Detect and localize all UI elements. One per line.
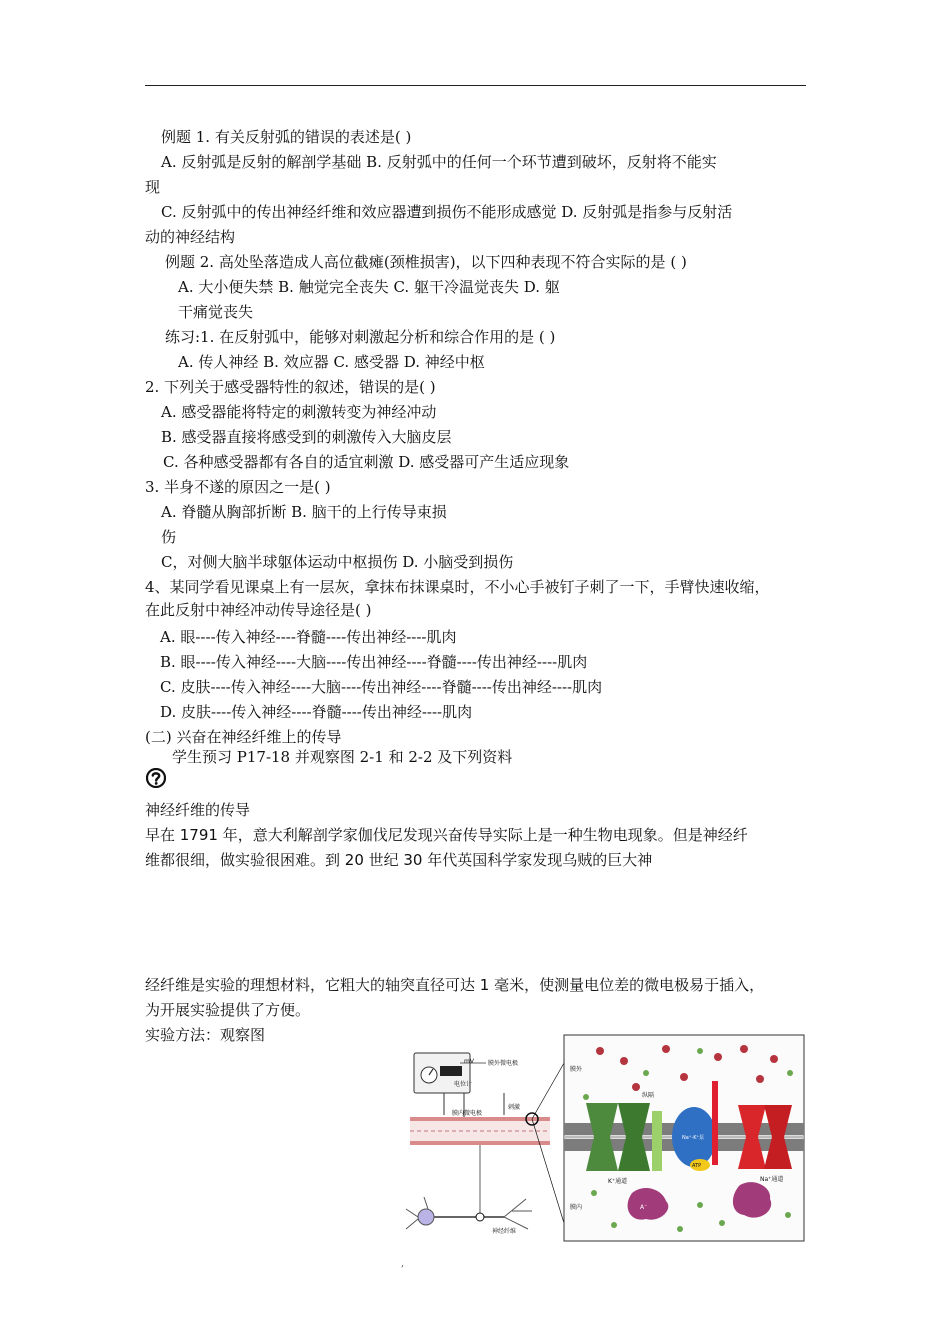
page-mark: , — [401, 1258, 405, 1269]
practice-4-question-cont: 在此反射中神经冲动传导途径是( ) — [145, 601, 372, 619]
header-rule — [145, 85, 806, 86]
practice-3-question: 3. 半身不遂的原因之一是( ) — [145, 478, 331, 496]
preview-instruction: 学生预习 P17-18 并观察图 2-1 和 2-2 及下列资料 — [172, 748, 513, 766]
atp-label: ATP — [692, 1163, 702, 1169]
membrane-panel — [564, 1035, 804, 1241]
meter-unit-label: mV — [464, 1058, 474, 1065]
practice-1-options: A. 传人神经 B. 效应器 C. 感受器 D. 神经中枢 — [178, 353, 485, 371]
practice-3-options-ab-cont: 伤 — [161, 528, 177, 546]
nerve-fiber-title: 神经纤维的传导 — [145, 801, 251, 819]
example-1-question: 例题 1. 有关反射弧的错误的表述是( ) — [161, 128, 412, 146]
practice-2-question: 2. 下列关于感受器特性的叙述，错误的是( ) — [145, 378, 436, 396]
anion-label: A⁻ — [640, 1204, 648, 1211]
example-1-options-ab: A. 反射弧是反射的解剖学基础 B. 反射弧中的任何一个环节遭到破坏，反射将不能实 — [161, 153, 717, 171]
example-2-options-cont: 干痛觉丧失 — [178, 303, 254, 321]
example-1-options-cd-cont: 动的神经结构 — [145, 228, 236, 246]
leak-label: 纵隔 — [642, 1092, 655, 1099]
example-2-question: 例题 2. 高处坠落造成人高位截瘫(颈椎损害)，以下四种表现不符合实际的是 ( ) — [165, 253, 687, 271]
experiment-method: 实验方法：观察图 — [145, 1026, 266, 1044]
stimulus-label: 刺激 — [508, 1104, 521, 1111]
practice-2-option-a: A. 感受器能将特定的刺激转变为神经冲动 — [161, 403, 437, 421]
practice-2-option-b: B. 感受器直接将感受到的刺激传入大脑皮层 — [161, 428, 452, 446]
na-channel-label: Na⁺通道 — [760, 1176, 784, 1183]
k-channel-label: K⁺通道 — [608, 1178, 628, 1185]
question-mark-icon — [146, 768, 166, 788]
meter-label: 电位计 — [454, 1081, 473, 1088]
practice-3-options-ab: A. 脊髓从胸部折断 B. 脑干的上行传导束损 — [161, 503, 447, 521]
nerve-fiber-paragraph-1: 早在 1791 年，意大利解剖学家伽伐尼发现兴奋传导实际上是一种生物电现象。但是神经纤 — [145, 826, 748, 844]
example-2-options: A. 大小便失禁 B. 触觉完全丧失 C. 躯干冷温觉丧失 D. 躯 — [178, 278, 560, 296]
practice-4-option-c: C. 皮肤----传入神经----大脑----传出神经----脊髓----传出神经----肌肉 — [160, 678, 603, 696]
outside-label: 膜外 — [570, 1066, 583, 1073]
pump-label: Na⁺-K⁺泵 — [682, 1135, 705, 1141]
example-1-options-ab-cont: 现 — [145, 178, 161, 196]
practice-4-question: 4、某同学看见课桌上有一层灰，拿抹布抹课桌时，不小心手被钉子刺了一下，手臂快速收缩， — [145, 578, 770, 596]
practice-4-option-a: A. 眼----传入神经----脊髓----传出神经----肌肉 — [160, 628, 457, 646]
practice-2-options-cd: C. 各种感受器都有各自的适宜刺激 D. 感受器可产生适应现象 — [163, 453, 570, 471]
practice-4-option-d: D. 皮肤----传入神经----脊髓----传出神经----肌肉 — [160, 703, 473, 721]
apparatus-panel — [406, 1053, 564, 1235]
practice-3-options-cd: C，对侧大脑半球躯体运动中枢损伤 D. 小脑受到损伤 — [161, 553, 514, 571]
outer-electrode-label: 膜外微电极 — [488, 1060, 519, 1067]
practice-4-option-b: B. 眼----传入神经----大脑----传出神经----脊髓----传出神经----肌肉 — [160, 653, 588, 671]
practice-1-question: 练习:1. 在反射弧中，能够对刺激起分析和综合作用的是 ( ) — [165, 328, 556, 346]
nerve-fiber-paragraph-2: 维都很细，做实验很困难。到 20 世纪 30 年代英国科学家发现乌贼的巨大神 — [145, 851, 653, 869]
inner-electrode-label: 膜内微电极 — [452, 1110, 483, 1117]
nerve-fiber-paragraph-3: 经纤维是实验的理想材料，它粗大的轴突直径可达 1 毫米，使测量电位差的微电极易于插入， — [145, 976, 765, 994]
inside-label: 膜内 — [570, 1204, 583, 1211]
section-heading: (二) 兴奋在神经纤维上的传导 — [145, 728, 342, 746]
nerve-fiber-label: 神经纤维 — [492, 1228, 517, 1235]
nerve-fiber-paragraph-4: 为开展实验提供了方便。 — [145, 1001, 311, 1019]
example-1-options-cd: C. 反射弧中的传出神经纤维和效应器遭到损伤不能形成感觉 D. 反射弧是指参与反射活 — [161, 203, 733, 221]
nerve-conduction-figure — [404, 1033, 808, 1243]
